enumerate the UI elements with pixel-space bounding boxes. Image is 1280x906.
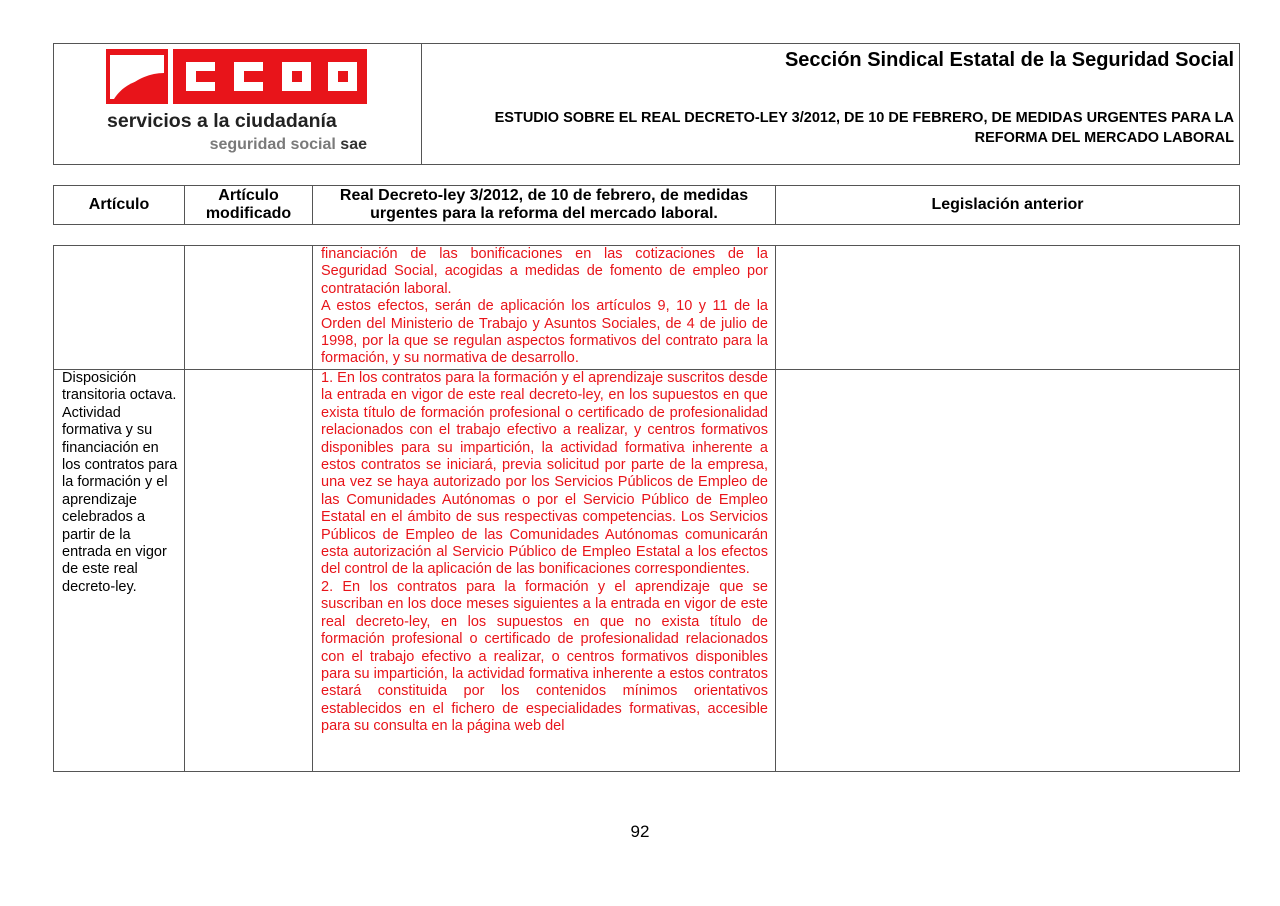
col-articulo: Artículo <box>54 186 185 224</box>
paragraph: 2. En los contratos para la formación y el aprendizaje que se suscriban en los doce meses siguientes a la entrada en vigor de este real decreto-ley, en los supuestos en que no exista título de formación profesional o certificado de profesionalidad relacionados con el trabajo efectivo a realizar, o centros formativos disponibles para su impartición, la actividad formativa inherente a estos contratos estará constituida por los contenidos mínimos orientativos establecidos en el fichero de especialidades formativas, accesible para su consulta en la página web del <box>321 578 768 735</box>
section-title: Sección Sindical Estatal de la Seguridad Social <box>784 49 1234 71</box>
paragraph: financiación de las bonificaciones en las cotizaciones de la Seguridad Social, acogidas a medidas de fomento de empleo por contratación laboral. <box>321 246 768 297</box>
cell-legislacion-anterior <box>776 370 1239 771</box>
ccoo-letters-icon <box>173 49 367 104</box>
page-number: 92 <box>630 822 650 841</box>
logo-line1: servicios a la ciudadanía <box>107 110 337 132</box>
logo-line2: seguridad social sae <box>209 136 367 153</box>
col-real-decreto: Real Decreto-ley 3/2012, de 10 de febrero, de medidas urgentes para la reforma del mercado laboral. <box>313 186 776 224</box>
document-header <box>53 43 1240 165</box>
cell-articulo-modificado <box>185 246 313 369</box>
content-table <box>53 245 1240 772</box>
col-legislacion-anterior: Legislación anterior <box>931 196 1084 213</box>
table-row <box>54 370 1239 771</box>
table-row <box>54 246 1239 370</box>
cell-articulo: Disposición transitoria octava. Actividad formativa y su financiación en los contratos para la formación y el aprendizaje celebrados a partir de la entrada en vigor de este real decreto-ley. <box>54 370 185 771</box>
logo-cell <box>54 44 422 164</box>
title-cell <box>421 44 1239 164</box>
cell-articulo <box>54 246 185 369</box>
paragraph: A estos efectos, serán de aplicación los artículos 9, 10 y 11 de la Orden del Ministerio de Trabajo y Asuntos Sociales, de 4 de julio de 1998, por la que se regulan aspectos formativos del contrato para la formación, y su normativa de desarrollo. <box>321 298 768 367</box>
column-header-table <box>53 185 1240 225</box>
cell-articulo-modificado <box>185 370 313 771</box>
col-articulo-modificado: Artículo modificado <box>185 186 313 224</box>
ccoo-logo <box>106 49 371 154</box>
paragraph: 1. En los contratos para la formación y el aprendizaje suscritos desde la entrada en vigor de este real decreto-ley, en los supuestos en que exista título de formación profesional o certificado de profesionalidad relacionados con el trabajo efectivo a realizar, y centros formativos disponibles para su impartición, la actividad formativa inherente a estos contratos se iniciará, previa solicitud por parte de la empresa, una vez se haya autorizado por los Servicios Públicos de Empleo de las Comunidades Autónomas o por el Servicio Público de Empleo Estatal en el ámbito de sus respectivas competencias. Los Servicios Públicos de Empleo de las Comunidades Autónomas comunicarán esta autorización al Servicio Público de Empleo Estatal a los efectos del control de la aplicación de las bonificaciones correspondientes. <box>321 370 768 578</box>
cell-real-decreto <box>313 246 776 369</box>
study-title: ESTUDIO SOBRE EL REAL DECRETO-LEY 3/2012, DE 10 DE FEBRERO, DE MEDIDAS URGENTES PARA LA REFORMA DEL MERCADO LABORAL <box>494 110 1234 146</box>
cell-real-decreto <box>313 370 776 771</box>
cell-legislacion-anterior <box>776 246 1239 369</box>
